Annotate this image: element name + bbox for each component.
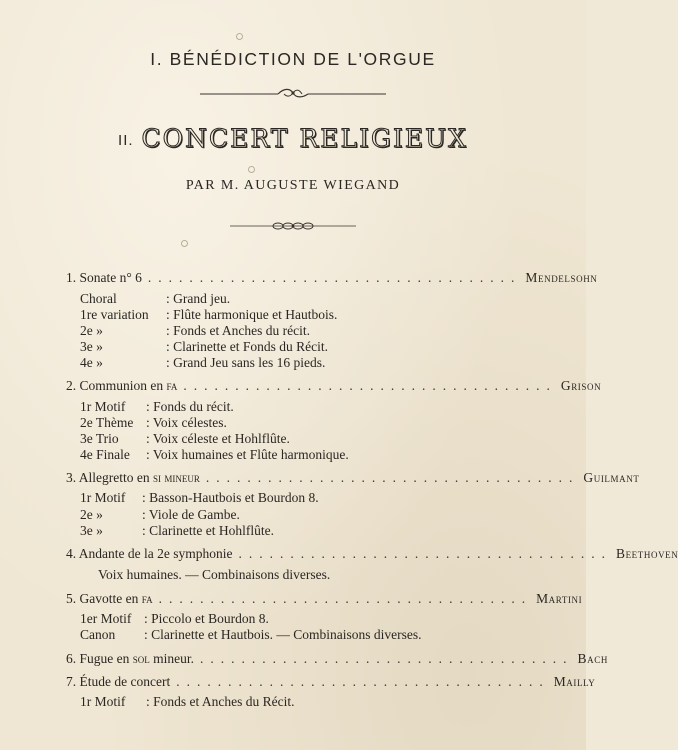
composer-name: Mailly (553, 674, 596, 689)
item-title (66, 591, 153, 607)
leader-dots: .................................... (238, 546, 612, 561)
item-key: sol (129, 651, 150, 666)
registration-line (80, 523, 274, 539)
item-title (66, 651, 194, 667)
registration-label: 1r Motif (80, 399, 126, 414)
item-number: 7. (66, 674, 80, 689)
registration-label: 3e Trio (80, 431, 119, 446)
registration-line (80, 323, 310, 339)
registration-label: 1re variation (80, 307, 149, 322)
program-item (66, 674, 596, 690)
registration-label: 1er Motif (80, 611, 132, 626)
registration-text: : Grand jeu. (166, 291, 231, 306)
item-title-text: Gavotte en (79, 591, 139, 606)
item-title-text: Sonate n° 6 (79, 270, 142, 285)
registration-label: 2e Thème (80, 415, 134, 430)
registration-label: 2e » (80, 507, 103, 522)
registration-line (80, 490, 319, 506)
item-title-text: Andante de la 2e symphonie (78, 546, 233, 561)
registration-label: Canon (80, 627, 116, 642)
item-number: 3. (66, 470, 79, 485)
registration-label: 4e Finale (80, 447, 130, 462)
concert-number: II. (118, 132, 134, 149)
registration-text: : Viole de Gambe. (142, 507, 240, 522)
registration-label: Choral (80, 291, 117, 306)
item-title-text: Fugue en (79, 651, 130, 666)
registration-text: : Basson-Hautbois et Bourdon 8. (142, 490, 319, 505)
item-key: si mineur (149, 470, 200, 485)
registration-text: : Voix célestes. (146, 415, 227, 430)
registration-line (80, 355, 325, 371)
item-title (66, 674, 170, 690)
composer-name: Guilmant (583, 470, 640, 485)
registration-label: 4e » (80, 355, 103, 370)
program-item (66, 270, 598, 286)
leader-dots: .................................... (176, 674, 550, 689)
registration-line (98, 567, 330, 583)
concert-title: CONCERT RELIGIEUX (141, 124, 468, 153)
program-item (66, 591, 583, 607)
registration-label: 1r Motif (80, 694, 126, 709)
registration-text: : Voix humaines et Flûte harmonique. (146, 447, 349, 462)
registration-label: 3e » (80, 523, 103, 538)
program-item (66, 546, 678, 562)
item-number: 5. (66, 591, 80, 606)
leader-dots: .................................... (205, 470, 580, 485)
registration-line (80, 291, 230, 307)
registration-line (80, 399, 234, 415)
item-title (66, 378, 177, 394)
performer-line: PAR M. AUGUSTE WIEGAND (185, 178, 401, 193)
header-benediction: I. BÉNÉDICTION DE L'ORGUE (150, 49, 436, 69)
registration-text: : Fonds et Anches du récit. (166, 323, 310, 338)
registration-text: : Fonds et Anches du Récit. (146, 694, 295, 709)
registration-text: Voix humaines. — Combinaisons diverses. (98, 567, 331, 582)
leader-dots: .................................... (200, 651, 574, 666)
leader-dots: .................................... (183, 378, 557, 393)
registration-line (80, 627, 421, 643)
registration-line (80, 507, 240, 523)
item-title-text: Allegretto en (78, 470, 150, 485)
registration-label: 1r Motif (80, 490, 126, 505)
registration-label: 3e » (80, 339, 103, 354)
item-number: 1. (66, 270, 80, 285)
registration-text: : Voix céleste et Hohlflûte. (146, 431, 290, 446)
registration-text: : Piccolo et Bourdon 8. (144, 611, 269, 626)
composer-name: Martini (536, 591, 583, 606)
composer-name: Bach (577, 651, 608, 666)
composer-name: Beethoven (615, 546, 678, 561)
program-item (66, 378, 602, 394)
registration-text: : Clarinette et Fonds du Récit. (166, 339, 328, 354)
registration-line (80, 431, 290, 447)
leader-dots: .................................... (158, 591, 533, 606)
item-title-text: Étude de concert (79, 674, 171, 689)
program-item (66, 651, 608, 667)
registration-line (80, 339, 328, 355)
registration-text: : Flûte harmonique et Hautbois. (166, 307, 338, 322)
registration-line (80, 447, 349, 463)
registration-text: : Clarinette et Hautbois. — Combinaisons diverses. (144, 627, 422, 642)
item-title (66, 470, 200, 486)
item-number: 6. (66, 651, 80, 666)
registration-line (80, 307, 337, 323)
composer-name: Grison (560, 378, 602, 393)
item-title-after: mineur. (149, 651, 195, 666)
item-title (66, 270, 142, 286)
program-item (66, 470, 640, 486)
item-key: fa (163, 378, 178, 393)
registration-text: : Fonds du récit. (146, 399, 234, 414)
registration-line (80, 694, 295, 710)
item-title (66, 546, 232, 562)
item-title-text: Communion en (79, 378, 164, 393)
item-key: fa (138, 591, 153, 606)
registration-label: 2e » (80, 323, 103, 338)
registration-line (80, 415, 227, 431)
registration-line (80, 611, 269, 627)
registration-text: : Clarinette et Hohlflûte. (142, 523, 274, 538)
leader-dots: .................................... (147, 270, 522, 285)
item-number: 2. (66, 378, 80, 393)
item-number: 4. (66, 546, 79, 561)
registration-text: : Grand Jeu sans les 16 pieds. (166, 355, 326, 370)
composer-name: Mendelsohn (525, 270, 598, 285)
